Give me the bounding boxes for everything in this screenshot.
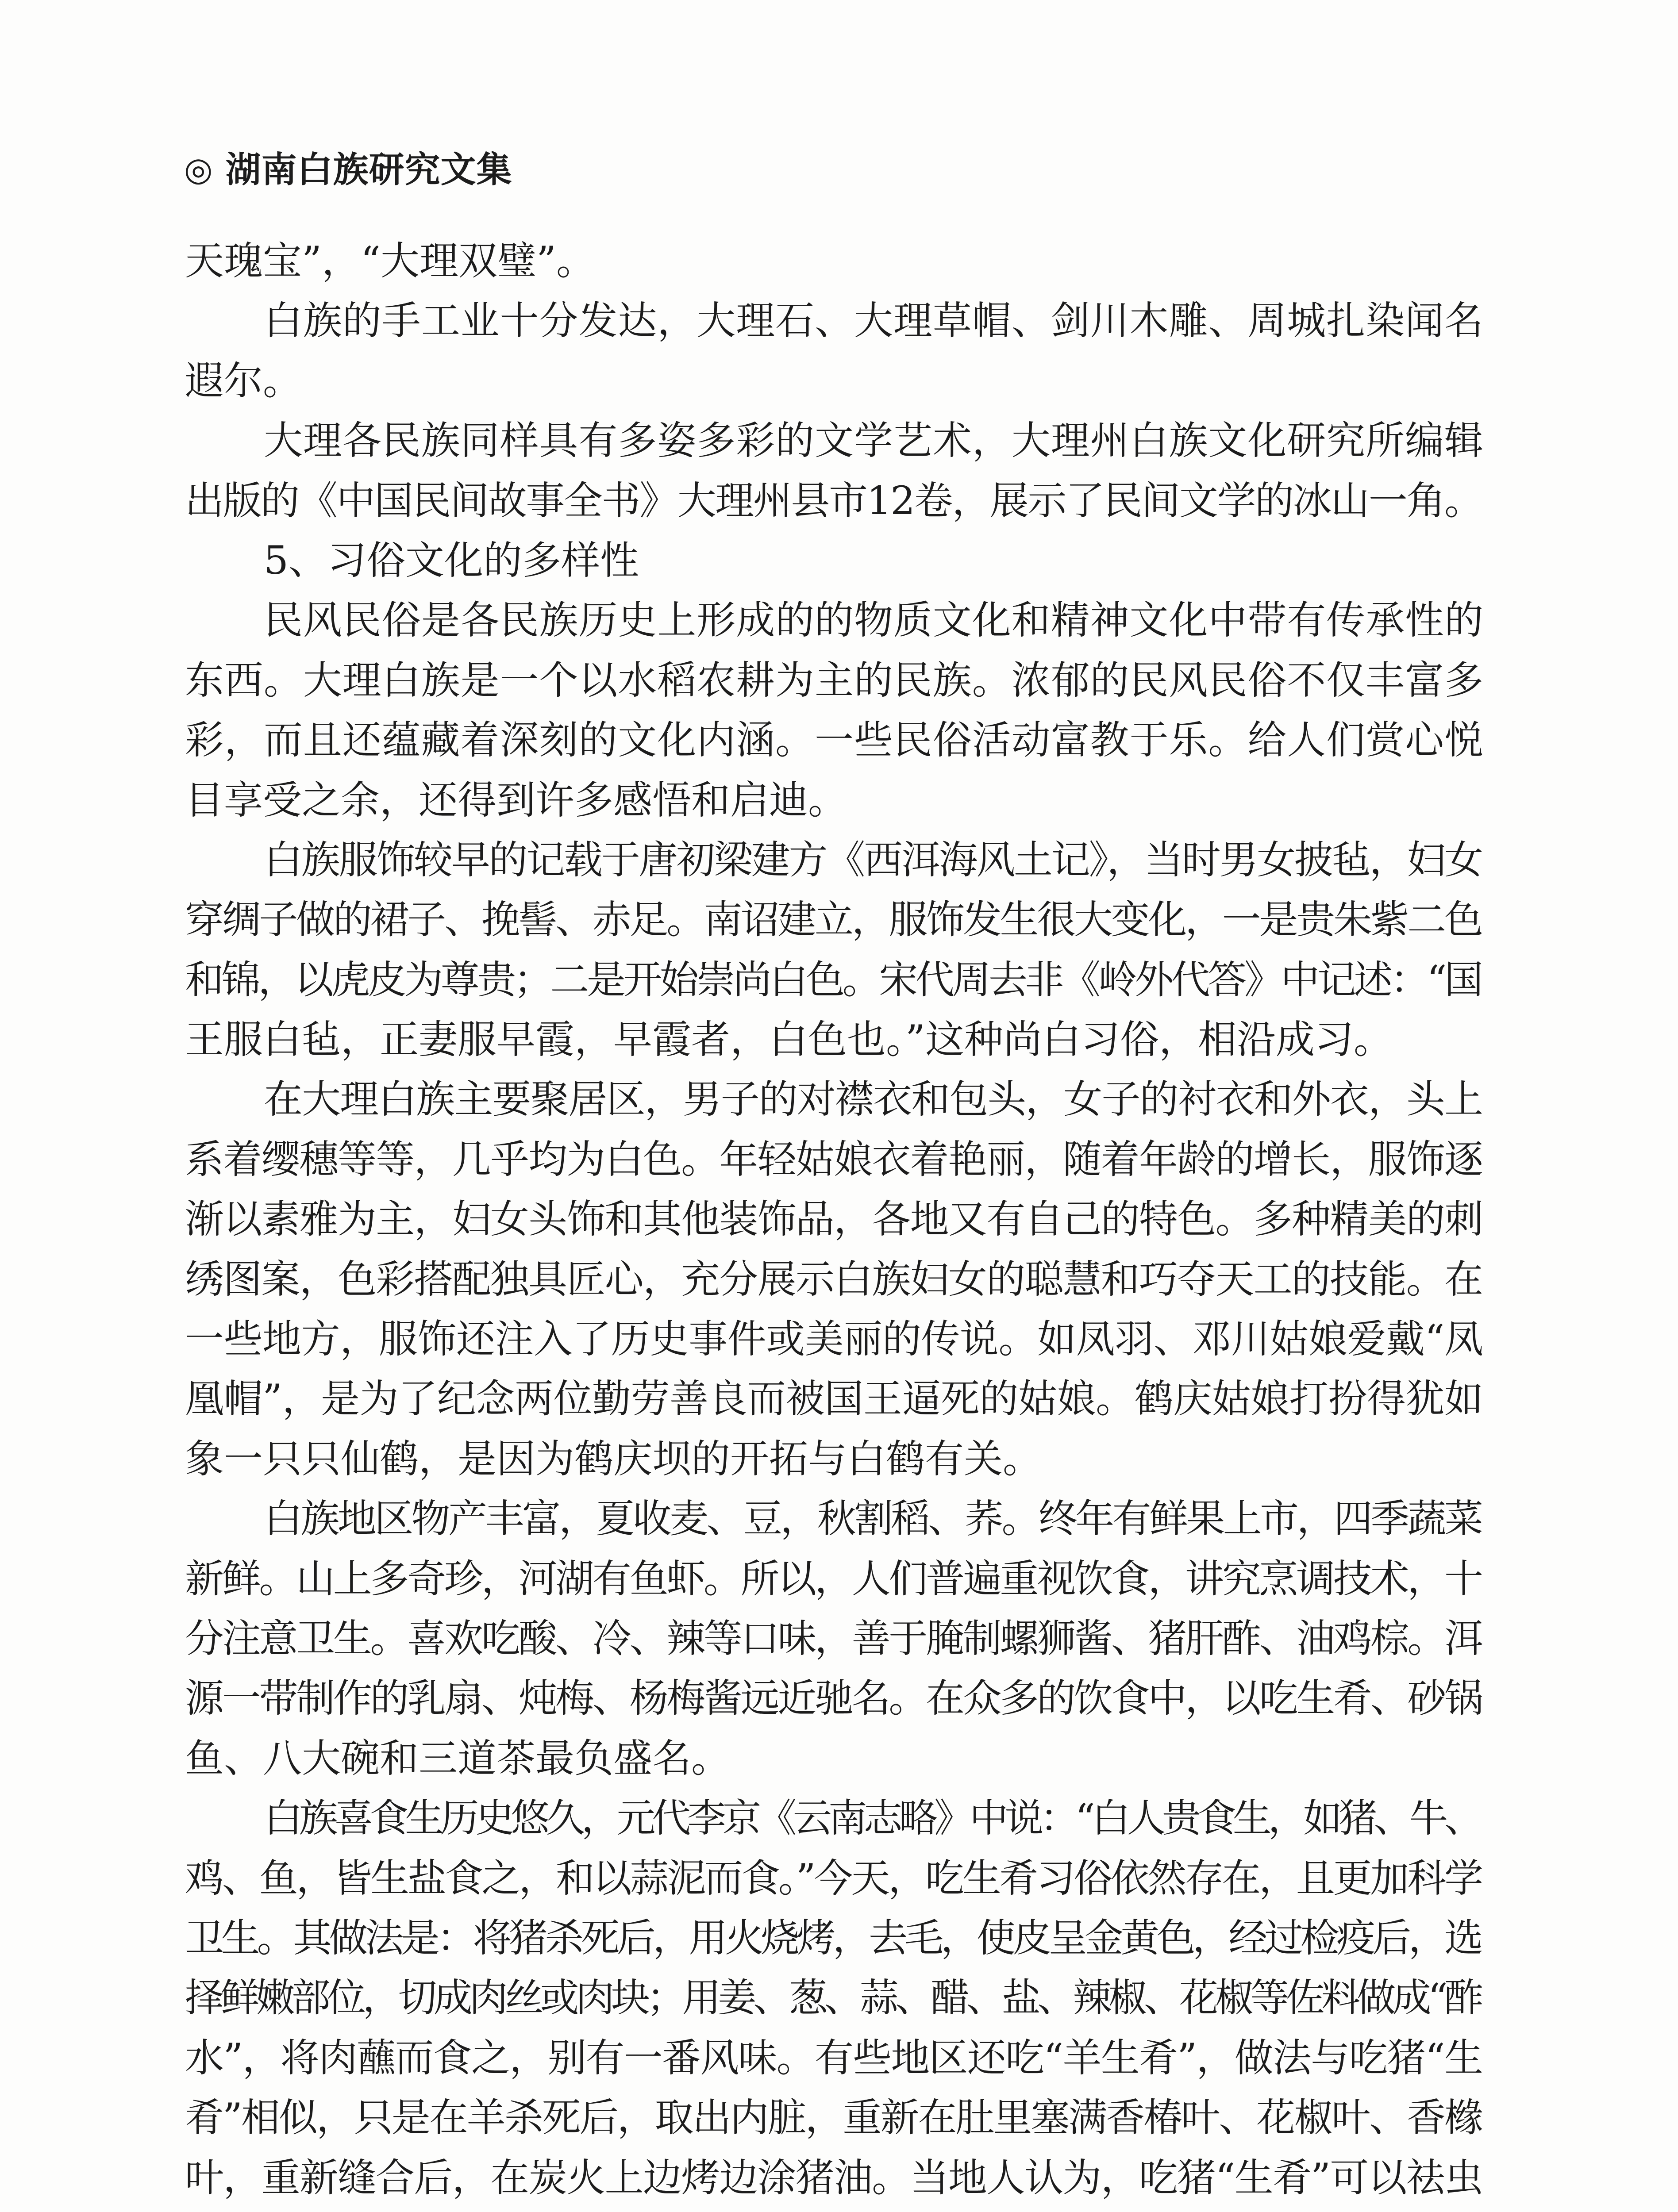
text-line: 东西。大理白族是一个以水稻农耕为主的民族。浓郁的民风民俗不仅丰富多: [185, 657, 1484, 703]
text-line: 王服白毡，正妻服早霞，早霞者，白色也。”这种尚白习俗，相沿成习。: [185, 1017, 1393, 1063]
text-line: 出版的《中国民间故事全书》大理州县市12卷，展示了民间文学的冰山一角。: [185, 477, 1482, 523]
text-line: 民风民俗是各民族历史上形成的的物质文化和精神文化中带有传承性的: [264, 597, 1484, 643]
text-line: 水”，将肉蘸而食之，别有一番风味。有些地区还吃“羊生肴”，做法与吃猪“生: [185, 2035, 1483, 2081]
text-line: 彩，而且还蕴藏着深刻的文化内涵。一些民俗活动富教于乐。给人们赏心悦: [185, 717, 1484, 763]
text-line: 大理各民族同样具有多姿多彩的文学艺术，大理州白族文化研究所编辑: [264, 418, 1484, 464]
text-line: 和锦，以虎皮为尊贵；二是开始崇尚白色。宋代周去非《岭外代答》中记述：“国: [185, 956, 1481, 1002]
paragraph: [185, 411, 1483, 530]
paragraph: [185, 291, 1483, 411]
text-line: 凰帽”，是为了纪念两位勤劳善良而被国王逼死的姑娘。鹤庆姑娘打扮得犹如: [185, 1376, 1483, 1422]
text-line: 卫生。其做法是：将猪杀死后，用火烧烤，去毛，使皮呈金黄色，经过检疫后，选: [185, 1915, 1481, 1961]
text-line: 穿绸子做的裙子、挽髻、赤足。南诏建立，服饰发生很大变化，一是贵朱紫二色: [185, 897, 1482, 943]
paragraph: [185, 1069, 1483, 1489]
text-line: 系着缨穗等等，几乎均为白色。年轻姑娘衣着艳丽，随着年龄的增长，服饰逐: [185, 1136, 1483, 1182]
section-heading: 5、习俗文化的多样性: [264, 537, 639, 583]
text-line: 遐尔。: [185, 357, 302, 403]
text-line: 分注意卫生。喜欢吃酸、冷、辣等口味，善于腌制螺狮酱、猪肝酢、油鸡棕。洱: [185, 1615, 1482, 1661]
text-line: 白族喜食生历史悠久，元代李京《云南志略》中说：“白人贵食生，如猪、牛、: [264, 1795, 1480, 1841]
text-line: 肴”相似，只是在羊杀死后，取出内脏，重新在肚里塞满香椿叶、花椒叶、香橼: [185, 2095, 1482, 2141]
text-line: 择鲜嫩部位，切成肉丝或肉块；用姜、葱、蒜、醋、盐、辣椒、花椒等佐料做成“酢: [185, 1975, 1480, 2021]
header-mark: ◎: [184, 150, 213, 188]
body-text: [185, 231, 1483, 2208]
text-line: 天瑰宝”，“大理双璧”。: [185, 238, 595, 284]
running-header: [184, 147, 512, 192]
text-line: 目享受之余，还得到许多感悟和启迪。: [185, 777, 847, 823]
paragraph: [185, 1788, 1483, 2208]
paragraph: [185, 1489, 1483, 1788]
text-line: 叶，重新缝合后，在炭火上边烤边涂猪油。当地人认为，吃猪“生肴”可以祛虫: [185, 2154, 1483, 2200]
text-line: 在大理白族主要聚居区，男子的对襟衣和包头，女子的衬衣和外衣，头上: [264, 1076, 1483, 1122]
text-line: 白族的手工业十分发达，大理石、大理草帽、剑川木雕、周城扎染闻名: [264, 298, 1484, 344]
text-line: 源一带制作的乳扇、炖梅、杨梅酱远近驰名。在众多的饮食中，以吃生肴、砂锅: [185, 1675, 1482, 1721]
text-line: 鸡、鱼，皆生盐食之，和以蒜泥而食。”今天，吃生肴习俗依然存在，且更加科学: [185, 1855, 1482, 1901]
text-line: 渐以素雅为主，妇女头饰和其他装饰品，各地又有自己的特色。多种精美的刺: [185, 1196, 1483, 1242]
book-title: 湖南白族研究文集: [225, 149, 512, 190]
text-line: 鱼、八大碗和三道茶最负盛名。: [185, 1735, 731, 1781]
text-line: 绣图案，色彩搭配独具匠心，充分展示白族妇女的聪慧和巧夺天工的技能。在: [185, 1256, 1483, 1302]
paragraph: [185, 231, 1483, 291]
section-heading-block: [185, 530, 1483, 590]
text-line: 象一只只仙鹤，是因为鹤庆坝的开拓与白鹤有关。: [185, 1436, 1042, 1482]
paragraph: [185, 590, 1483, 830]
paragraph: [185, 830, 1483, 1070]
text-line: 白族服饰较早的记载于唐初梁建方《西洱海风土记》，当时男女披毡，妇女: [264, 837, 1482, 883]
text-line: 新鲜。山上多奇珍，河湖有鱼虾。所以，人们普遍重视饮食，讲究烹调技术，十: [185, 1555, 1482, 1601]
text-line: 白族地区物产丰富，夏收麦、豆，秋割稻、荞。终年有鲜果上市，四季蔬菜: [264, 1496, 1482, 1542]
text-line: 一些地方，服饰还注入了历史事件或美丽的传说。如凤羽、邓川姑娘爱戴“凤: [185, 1316, 1483, 1362]
